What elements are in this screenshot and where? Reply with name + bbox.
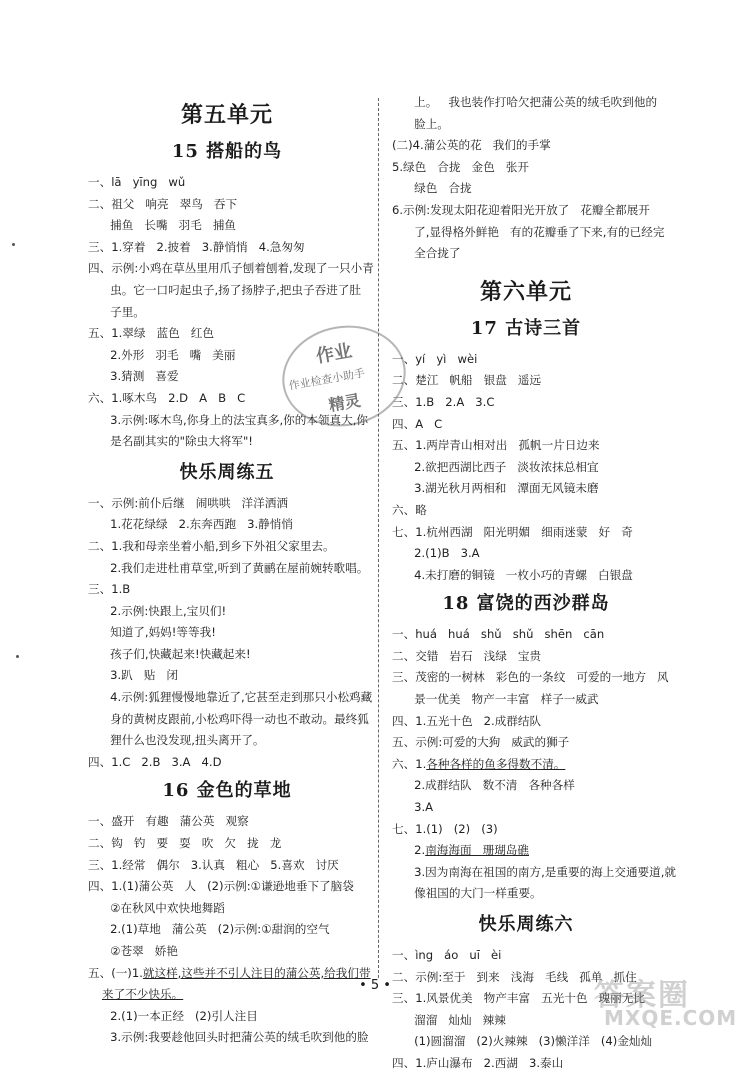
- weekly-six-answers: [392, 945, 660, 1075]
- answer-line: ②苍翠 娇艳: [88, 944, 178, 958]
- answer-line: 一、huá huá shǔ shǔ shēn cān: [392, 627, 605, 642]
- answer-line: 3.示例:啄木鸟,你身上的法宝真多,你的本领真大,你: [88, 412, 369, 427]
- answer-line: 四、A C: [392, 416, 443, 431]
- answer-line: 2.(1)一本正经 (2)引人注目: [88, 1008, 258, 1023]
- lesson-18-answers: [392, 624, 669, 754]
- answer-line: 捕鱼 长嘴 羽毛 捕鱼: [88, 218, 237, 233]
- answer-line: 2.(1)草地 蒲公英 (2)示例:①甜润的空气: [88, 922, 330, 937]
- answer-line: 2.外形 羽毛 嘴 美丽: [88, 347, 236, 362]
- answer-line: 六、1.啄木鸟 2.D A B C: [88, 390, 246, 405]
- answer-line: 六、略: [392, 502, 427, 517]
- stamp-line-3: 精灵: [327, 390, 363, 415]
- answer-line: 三、1.经常 偶尔 3.认真 粗心 5.喜欢 讨厌: [88, 857, 339, 872]
- answer-line: 3.示例:我要趁他回头时把蒲公英的绒毛吹到他的脸: [88, 1030, 369, 1045]
- answer-line: 5.绿色 合拢 金色 张开: [392, 159, 529, 174]
- answer-line: 孩子们,快藏起来!快藏起来!: [88, 646, 251, 661]
- answer-line: 三、1.B 2.A 3.C: [392, 394, 495, 409]
- answer-line: 四、示例:小鸡在草丛里用爪子刨着刨着,发现了一只小青: [88, 261, 374, 276]
- weekly-five-answers: [88, 493, 373, 774]
- answer-line: 了,显得格外鲜艳 有的花瓣垂了下来,有的已经完: [392, 224, 665, 239]
- answer-line: 绿色 合拢: [392, 181, 472, 196]
- answer-line: 四、1.庐山瀑布 2.西湖 3.泰山: [392, 1055, 564, 1070]
- answer-line: 三、茂密的一树林 彩色的一条纹 可爱的一地方 风: [392, 670, 669, 685]
- answer-line: 七、1.(1) (2) (3): [392, 821, 498, 836]
- answer-line: 五、1.两岸青山相对出 孤帆一片日边来: [392, 438, 600, 453]
- underlined-answer-2: 南海海面 珊瑚岛礁: [425, 843, 529, 858]
- underlined-answer: 各种各样的鱼多得数不清。: [426, 756, 566, 771]
- answer-line: 一、lā yīng wǔ: [88, 175, 186, 189]
- answer-line: 3.湖光秋月两相和 潭面无风镜未磨: [392, 481, 599, 496]
- lesson-16-answers-tail: [88, 1006, 369, 1049]
- watermark-line-2: MXQE.COM: [604, 1006, 738, 1030]
- answer-line: 四、1.(1)蒲公英 人 (2)示例:①谦逊地垂下了脑袋: [88, 879, 354, 894]
- answer-line: 二、1.我和母亲坐着小船,到乡下外祖父家里去。: [88, 538, 335, 553]
- column-divider: [378, 98, 379, 978]
- lesson-18-answers-tail-2: [392, 862, 677, 905]
- answer-line: 二、示例:至于 到来 浅海 毛线 孤单 抓住: [392, 969, 637, 984]
- unit-five-title: 第五单元: [180, 102, 273, 128]
- answer-line: 三、1.穿着 2.披着 3.静悄悄 4.急匆匆: [88, 239, 305, 254]
- answer-line: 身的黄树皮跟前,小松鸡吓得一动也不敢动。最终狐: [88, 711, 369, 726]
- lesson-15-answers: [88, 172, 374, 453]
- answer-line: 五、示例:可爱的大狗 威武的狮子: [392, 735, 570, 750]
- answer-line: 四、1.五光十色 2.成群结队: [392, 713, 542, 728]
- stamp-line-2: 作业检查小助手: [287, 366, 366, 393]
- answer-line: 2.我们走进杜甫草堂,听到了黄鹂在屋前婉转歌唱。: [88, 560, 369, 575]
- answer-line: 四、1.C 2.B 3.A 4.D: [88, 754, 222, 769]
- answer-line: 是名副其实的"除虫大将军"!: [88, 434, 253, 449]
- answer-line: 2.(1)B 3.A: [392, 546, 480, 561]
- page-number: • 5 •: [359, 978, 391, 993]
- continued-answers: [392, 92, 665, 265]
- answer-line: 一、ìng áo uī èi: [392, 948, 502, 962]
- answer-line: 4.未打磨的铜镜 一枚小巧的青螺 白银盘: [392, 567, 633, 582]
- answer-line: 子里。: [88, 304, 145, 319]
- answer-line: 3.猜测 喜爱: [88, 369, 179, 384]
- answer-line: 七、1.杭州西湖 阳光明媚 细雨迷蒙 好 奇: [392, 524, 633, 539]
- scan-speck: [12, 243, 15, 246]
- answer-line: 二、交错 岩石 浅绿 宝贵: [392, 648, 542, 663]
- answer-line: 3.趴 贴 闭: [88, 668, 179, 683]
- weekly-five-title: 快乐周练五: [179, 461, 275, 483]
- weekly-six-title: 快乐周练六: [478, 914, 574, 935]
- lesson-15-title: 15 搭船的鸟: [171, 141, 283, 162]
- answer-line: 2.欲把西湖比西子 淡妆浓抹总相宜: [392, 459, 599, 474]
- answer-line: 2.成群结队 数不清 各种各样: [392, 778, 575, 793]
- answer-line: 6.示例:发现太阳花迎着阳光开放了 花瓣全都展开: [392, 202, 650, 217]
- scan-speck: [16, 655, 19, 658]
- answer-line: 4.示例:狐狸慢慢地靠近了,它甚至走到那只小松鸡藏: [88, 690, 373, 705]
- watermark-line-1: 答案圈: [594, 978, 690, 1013]
- answer-line: 二、钩 钓 要 耍 吹 欠 拢 龙: [88, 836, 282, 851]
- answer-line: 三、1.风景优美 物产丰富 五光十色 瑰丽无比: [392, 991, 645, 1006]
- answer-line: 景一优美 物产一丰富 样子一威武: [392, 692, 599, 707]
- answer-line: (1)圆溜溜 (2)火辣辣 (3)懒洋洋 (4)金灿灿: [392, 1034, 653, 1049]
- answer-line: 狸什么也没发现,扭头离开了。: [88, 733, 265, 748]
- unit-six-title: 第六单元: [479, 278, 572, 305]
- line-prefix: 六、1.: [392, 756, 427, 771]
- underlined-answer-cont: 来了不少快乐。: [102, 987, 184, 1002]
- lesson-16-answers: [88, 811, 366, 962]
- answer-line: 溜溜 灿灿 辣辣: [392, 1012, 506, 1027]
- left-column: [88, 92, 374, 1049]
- lesson-18-underlined-line-2: [392, 840, 660, 862]
- lesson-18-underlined-line: [392, 754, 660, 776]
- lesson-18-answers-tail: [392, 775, 660, 840]
- answer-line: 像祖国的大门一样重要。: [392, 886, 542, 901]
- answer-line: 虫。它一口叼起虫子,扬了扬脖子,把虫子吞进了肚: [88, 282, 361, 297]
- lesson-17-answers: [392, 349, 660, 587]
- answer-line: 一、yí yì wèi: [392, 351, 478, 366]
- lesson-18-title: 18 富饶的西沙群岛: [442, 593, 610, 615]
- answer-line: 一、示例:前仆后继 闹哄哄 洋洋洒洒: [88, 495, 288, 510]
- answer-line: 3.A: [392, 800, 434, 815]
- answer-line: 二、楚江 帆船 银盘 遥远: [392, 373, 542, 388]
- lesson-17-title: 17 古诗三首: [470, 317, 582, 339]
- answer-line: 三、1.B: [88, 582, 131, 597]
- answer-line: 脸上。: [392, 116, 449, 131]
- answer-line: 知道了,妈妈!等等我!: [88, 625, 216, 640]
- answer-line: 五、1.翠绿 蓝色 红色: [88, 326, 214, 341]
- answer-line: 二、祖父 响亮 翠鸟 吞下: [88, 196, 238, 211]
- answer-line: (二)4.蒲公英的花 我们的手掌: [392, 138, 551, 153]
- answer-line: 2.示例:快跟上,宝贝们!: [88, 603, 227, 618]
- answer-line: 全合拢了: [392, 246, 461, 261]
- line-prefix: 五、(一)1.: [88, 965, 143, 980]
- answer-line: ②在秋风中欢快地舞蹈: [88, 900, 225, 915]
- answer-line: 1.花花绿绿 2.东奔西跑 3.静悄悄: [88, 517, 293, 532]
- answer-line: 3.因为南海在祖国的南方,是重要的海上交通要道,就: [392, 864, 677, 879]
- answer-line: 一、盛开 有趣 蒲公英 观察: [88, 814, 249, 829]
- answer-line: 上。 我也装作打哈欠把蒲公英的绒毛吹到他的: [392, 95, 658, 109]
- lesson-16-title: 16 金色的草地: [162, 780, 292, 802]
- line-prefix: 2.: [392, 843, 426, 858]
- stamp-line-1: 作业: [314, 340, 354, 368]
- underlined-answer: 就这样,这些并不引人注目的蒲公英,给我们带: [142, 965, 371, 980]
